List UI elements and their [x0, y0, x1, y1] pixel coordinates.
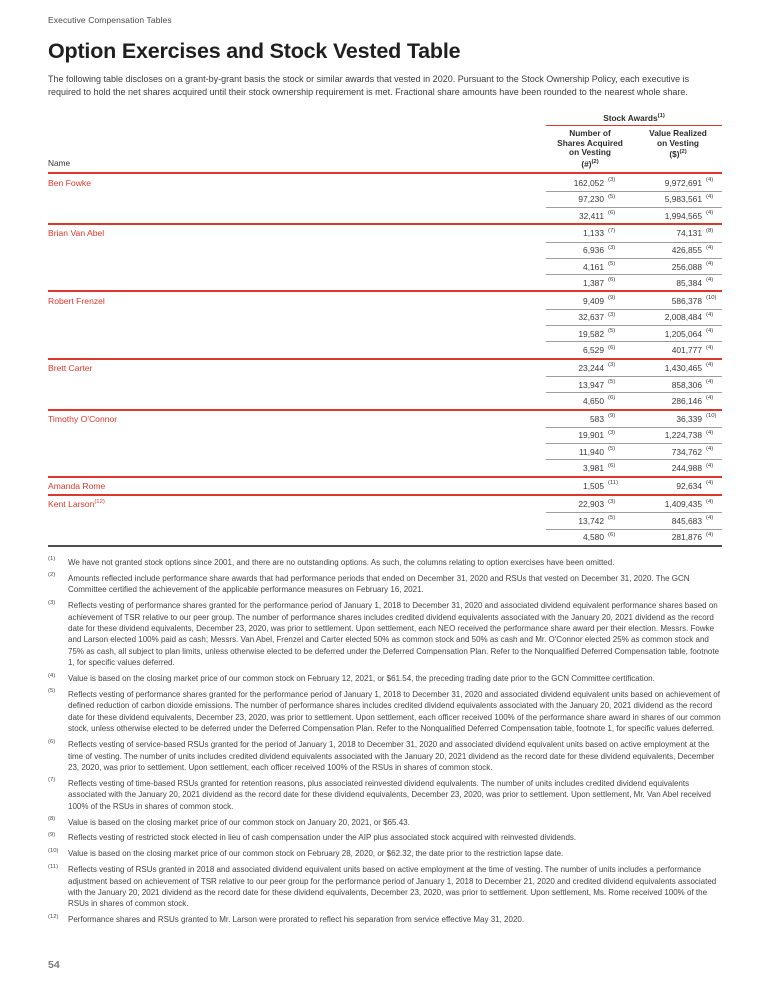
footnote — [48, 573, 722, 596]
shares-cell — [546, 444, 634, 459]
footnote-marker: (3) — [48, 599, 56, 606]
table-row — [48, 242, 722, 258]
executive-name-text: Kent Larson — [48, 499, 95, 510]
row-values — [546, 207, 722, 223]
header-line: Number of — [569, 127, 611, 138]
footnote-ref: (4) — [706, 193, 714, 200]
table-row — [48, 392, 722, 408]
header-line: on Vesting — [569, 147, 611, 158]
value-cell — [634, 411, 722, 427]
value-value: 734,762 — [671, 446, 702, 457]
table-row — [48, 529, 722, 545]
footnote-ref: (5) — [608, 379, 616, 386]
footnote-marker: (11) — [48, 863, 59, 870]
shares-cell — [546, 174, 634, 190]
shares-value: 9,409 — [583, 295, 604, 306]
row-values — [546, 512, 722, 528]
footnote-ref: (4) — [706, 429, 714, 436]
footnote-text: We have not granted stock options since 2001, and there are no outstanding options. As such, the columns relating to option exercises have been omitted. — [68, 557, 615, 567]
value-value: 586,378 — [671, 295, 702, 306]
footnote-ref: (4) — [706, 515, 714, 522]
shares-value: 1,505 — [583, 480, 604, 491]
table-row — [48, 427, 722, 443]
footnote-text: Reflects vesting of performance shares granted for the performance period of January 1, 2018 to December 31, 2020 and associated dividend equivalent performance shares based on achievement of TSR relative to our peer group. The number of performance shares includes credited dividend equivalents associated with the January 20, 2021 dividend as the record date for these dividend equivalents, December 23, 2020, was prior to settlement. Upon settlement, each NEO received the performance share award per their election. Messrs. Fowke and Larson elected 100% paid as cash; Messrs. Van Abel, Frenzel and Carter elected 50% as common stock and 50% as cash and Mr. O'Connor elected 25% as common stock and 75% as cash, all subject to plan limits, unless otherwise elected to be deferred under the Deferred Compensation Plan. Refer to the Nonqualified Deferred Compensation table, footnote 1, for specific values deferred. — [68, 601, 720, 668]
shares-cell — [546, 243, 634, 258]
footnote-text: Amounts reflected include performance share awards that had performance periods that ended on December 31, 2020 and RSUs that vested on December 31, 2020. The GCN Committee certified the achievement of the applicable performance measures on February 16, 2021. — [68, 573, 690, 595]
executive-name-text: Brett Carter — [48, 362, 93, 373]
executive-name — [48, 414, 546, 424]
value-cell — [634, 174, 722, 190]
shares-cell — [546, 530, 634, 545]
row-values — [546, 427, 722, 443]
value-value: 36,339 — [676, 413, 702, 424]
footnote-ref: (4) — [706, 446, 714, 453]
footnote-ref: (6) — [608, 395, 616, 402]
header-unit: ($) — [669, 148, 680, 159]
footnote-ref: (4) — [706, 498, 714, 505]
shares-cell — [546, 496, 634, 512]
shares-value: 11,940 — [579, 446, 604, 457]
value-cell — [634, 444, 722, 459]
footnote-text: Reflects vesting of performance shares granted for the performance period of January 1, 2018 to December 31, 2020 and associated dividend equivalent units based on achievement of defined reduction of carbon dioxide emissions. The number of performance shares includes credited dividend equivalents associated with the January 20, 2021 dividend as the record date for these dividend equivalents, December 23, 2020, was prior to settlement. Upon settlement, each officer received 100% of the performance share award in shares of our common stock, unless otherwise elected to be deferred under the Deferred Compensation Plan. Refer to the Nonqualified Deferred Compensation table, footnote 1, for specific values deferred. — [68, 689, 721, 734]
footnote-text: Reflects vesting of restricted stock elected in lieu of cash compensation under the AIP plus associated stock acquired with reinvested dividends. — [68, 833, 577, 843]
executive-name-text: Timothy O'Connor — [48, 413, 118, 424]
row-values — [546, 225, 722, 241]
footnote-marker: (10) — [48, 847, 59, 854]
footnote-marker: (7) — [48, 777, 56, 784]
footnote-marker: (5) — [48, 688, 56, 695]
executive-name — [48, 499, 546, 509]
shares-value: 22,903 — [578, 499, 604, 510]
footnote-ref: (3) — [608, 177, 616, 184]
row-values — [546, 309, 722, 325]
footnote-text: Reflects vesting of service-based RSUs granted for the period of January 1, 2018 to December 31, 2020 and associated dividend equivalent units based on active employment at the time of vesting. The number of units includes credited dividend equivalents associated with the January 20, 2021 dividend as the record date for these dividend equivalents, December 23, 2020, was prior to settlement. Upon settlement, each officer received 100% of the RSUs in shares of common stock. — [68, 740, 715, 772]
span-header-stock-awards — [546, 113, 722, 126]
footnote-ref: (4) — [706, 210, 714, 217]
table-row — [48, 191, 722, 207]
shares-value: 32,637 — [578, 312, 604, 323]
shares-value: 6,936 — [583, 245, 604, 256]
value-value: 1,994,565 — [664, 210, 702, 221]
table-span-header-row — [48, 113, 722, 126]
header-unit: (#) — [581, 158, 592, 169]
footnote-ref: (4) — [706, 480, 714, 487]
table-row — [48, 376, 722, 392]
shares-cell — [546, 225, 634, 241]
footnote-ref: (4) — [706, 244, 714, 251]
footnote-marker: (2) — [48, 572, 56, 579]
shares-cell — [546, 192, 634, 207]
footnote-ref: (4) — [706, 277, 714, 284]
table-row — [48, 258, 722, 274]
footnote-ref: (4) — [706, 177, 714, 184]
executive-name — [48, 228, 546, 238]
footnote — [48, 600, 722, 668]
table-row — [48, 174, 722, 190]
shares-value: 3,981 — [583, 463, 604, 474]
value-cell — [634, 275, 722, 290]
value-cell — [634, 428, 722, 443]
value-cell — [634, 360, 722, 376]
shares-value: 19,901 — [578, 430, 604, 441]
footnote — [48, 673, 722, 684]
footnote-ref: (6) — [608, 210, 616, 217]
table-row — [48, 341, 722, 357]
shares-cell — [546, 513, 634, 528]
footnote — [48, 848, 722, 859]
table-row — [48, 207, 722, 223]
header-line: on Vesting — [657, 137, 699, 148]
value-cell — [634, 393, 722, 408]
footnote — [48, 778, 722, 812]
row-values — [546, 496, 722, 512]
shares-cell — [546, 208, 634, 223]
table-row — [48, 459, 722, 475]
footnote-ref: (4) — [706, 531, 714, 538]
footnote-ref: (3) — [608, 498, 616, 505]
footnote-ref: (5) — [608, 446, 616, 453]
footnote — [48, 914, 722, 925]
executive-name — [48, 363, 546, 373]
footnote-marker: (9) — [48, 831, 56, 838]
footnote-ref: (4) — [706, 462, 714, 469]
footnote — [48, 739, 722, 773]
footnote-ref: (3) — [608, 429, 616, 436]
value-cell — [634, 225, 722, 241]
footnote-text: Reflects vesting of time-based RSUs granted for retention reasons, plus associated reinvested dividend equivalents. The number of units includes credited dividend equivalents associated with the January 20, 2021 dividend as the record date for these dividend equivalents, December 23, 2020, was prior to settlement. Upon settlement, Mr. Van Abel received 100% of the RSUs in shares of common stock. — [68, 778, 711, 811]
value-cell — [634, 292, 722, 308]
shares-cell — [546, 460, 634, 475]
header-line: Shares Acquired — [557, 137, 623, 148]
footnote-ref: (4) — [706, 395, 714, 402]
row-values — [546, 478, 722, 494]
footnote — [48, 557, 722, 568]
footnote — [48, 832, 722, 843]
row-values — [546, 191, 722, 207]
footnote-ref: (11) — [608, 480, 619, 487]
row-values — [546, 459, 722, 475]
footnote — [48, 689, 722, 735]
footnote-ref: (10) — [706, 413, 717, 420]
shares-value: 13,947 — [578, 379, 604, 390]
footnote-ref: (12) — [94, 499, 105, 506]
breadcrumb: Executive Compensation Tables — [48, 15, 172, 25]
intro-paragraph: The following table discloses on a grant-by-grant basis the stock or similar awards that vested in 2020. Pursuant to the Stock Ownership Policy, each executive is required to hold the net shares acquired until their stock ownership requirement is met. Fractional share amounts have been rounded to the nearest whole share. — [48, 74, 690, 98]
row-values — [546, 325, 722, 341]
footnote-ref: (9) — [608, 295, 616, 302]
footnote-ref: (6) — [608, 277, 616, 284]
footnote-ref: (4) — [706, 362, 714, 369]
value-cell — [634, 342, 722, 357]
footnote-ref: (4) — [706, 311, 714, 318]
value-value: 2,008,484 — [664, 312, 702, 323]
shares-value: 4,650 — [583, 395, 604, 406]
footnote-marker: (6) — [48, 738, 56, 745]
value-cell — [634, 192, 722, 207]
value-value: 1,430,465 — [664, 362, 702, 373]
footnote-ref: (5) — [608, 328, 616, 335]
row-values — [546, 376, 722, 392]
footnote-ref: (4) — [706, 344, 714, 351]
shares-value: 6,529 — [583, 345, 604, 355]
stock-awards-table — [48, 113, 722, 547]
footnotes-section — [48, 557, 722, 926]
value-value: 9,972,691 — [664, 177, 702, 188]
footnote-ref: (6) — [608, 462, 616, 469]
footnote-ref: (5) — [608, 193, 616, 200]
footnote-ref: (5) — [608, 261, 616, 268]
row-values — [546, 242, 722, 258]
row-values — [546, 411, 722, 427]
footnote-ref: (6) — [608, 531, 616, 538]
footnote-ref: (4) — [706, 379, 714, 386]
value-value: 256,088 — [671, 261, 702, 272]
footnote-ref: (2) — [679, 149, 687, 156]
footnote-marker: (1) — [48, 556, 56, 563]
shares-value: 19,582 — [578, 328, 604, 339]
value-value: 5,983,561 — [664, 194, 702, 205]
shares-value: 1,133 — [583, 228, 604, 239]
footnote-text: Value is based on the closing market price of our common stock on February 12, 2021, or $61.54, the preceding trading date prior to the GCN Committee certification. — [68, 674, 655, 684]
footnote-text: Value is based on the closing market price of our common stock on February 28, 2020, or $62.32, the date prior to the restriction lapse date. — [68, 849, 564, 859]
footnote-ref: (7) — [608, 227, 616, 234]
value-value: 426,855 — [671, 245, 702, 256]
footnote-ref: (1) — [657, 113, 665, 120]
footnote-text: Value is based on the closing market price of our common stock on January 20, 2021, or $65.43. — [68, 817, 410, 827]
value-value: 244,988 — [671, 463, 702, 474]
table-row — [48, 309, 722, 325]
row-values — [546, 443, 722, 459]
value-cell — [634, 208, 722, 223]
executive-name-text: Ben Fowke — [48, 177, 91, 188]
footnote-ref: (4) — [706, 328, 714, 335]
shares-cell — [546, 292, 634, 308]
shares-cell — [546, 393, 634, 408]
shares-value: 1,387 — [583, 277, 604, 288]
row-values — [546, 360, 722, 376]
row-values — [546, 174, 722, 190]
table-column-header-row — [48, 129, 722, 170]
header-line: Value Realized — [649, 127, 707, 138]
row-values — [546, 392, 722, 408]
table-row — [48, 292, 722, 308]
shares-cell — [546, 428, 634, 443]
value-value: 74,131 — [676, 228, 702, 239]
row-values — [546, 258, 722, 274]
table-row — [48, 274, 722, 290]
executive-name — [48, 481, 546, 491]
footnote-marker: (8) — [48, 816, 56, 823]
column-header-value — [634, 129, 722, 170]
shares-value: 4,580 — [583, 532, 604, 543]
column-header-name: Name — [48, 158, 71, 169]
span-header-text: Stock Awards — [603, 112, 658, 123]
value-value: 1,409,435 — [664, 499, 702, 510]
footnote-marker: (12) — [48, 913, 59, 920]
shares-cell — [546, 478, 634, 494]
value-value: 281,876 — [671, 532, 702, 543]
shares-cell — [546, 275, 634, 290]
shares-cell — [546, 377, 634, 392]
value-cell — [634, 530, 722, 545]
page-title: Option Exercises and Stock Vested Table — [48, 39, 461, 63]
value-value: 1,205,064 — [664, 328, 702, 339]
value-cell — [634, 513, 722, 528]
column-headers-numeric — [546, 129, 722, 170]
shares-cell — [546, 326, 634, 341]
value-cell — [634, 460, 722, 475]
table-row — [48, 478, 722, 494]
page-number: 54 — [48, 959, 60, 971]
table-row — [48, 325, 722, 341]
value-cell — [634, 377, 722, 392]
footnote-ref: (3) — [608, 244, 616, 251]
shares-value: 32,411 — [579, 210, 604, 221]
executive-name-text: Brian Van Abel — [48, 228, 105, 239]
executive-name — [48, 178, 546, 188]
table-body — [48, 174, 722, 547]
value-value: 845,683 — [671, 515, 702, 526]
footnote-ref: (5) — [608, 515, 616, 522]
value-value: 401,777 — [671, 345, 702, 355]
footnote-ref: (10) — [706, 295, 717, 302]
shares-cell — [546, 342, 634, 357]
footnote-text: Performance shares and RSUs granted to Mr. Larson were prorated to reflect his separation from service effective May 31, 2020. — [68, 915, 525, 925]
value-cell — [634, 310, 722, 325]
value-value: 85,384 — [676, 277, 702, 288]
table-row — [48, 443, 722, 459]
table-row — [48, 496, 722, 512]
column-header-shares — [546, 129, 634, 170]
value-value: 286,146 — [671, 395, 702, 406]
value-cell — [634, 243, 722, 258]
value-value: 858,306 — [671, 379, 702, 390]
shares-cell — [546, 310, 634, 325]
executive-name-text: Amanda Rome — [48, 480, 106, 491]
value-cell — [634, 496, 722, 512]
row-values — [546, 341, 722, 357]
shares-value: 97,230 — [578, 194, 604, 205]
shares-value: 13,742 — [578, 515, 604, 526]
footnote-ref: (3) — [608, 311, 616, 318]
value-cell — [634, 326, 722, 341]
shares-value: 162,052 — [573, 177, 604, 188]
footnote-ref: (8) — [706, 227, 714, 234]
footnote-ref: (4) — [706, 261, 714, 268]
shares-cell — [546, 411, 634, 427]
executive-name-text: Robert Frenzel — [48, 295, 105, 306]
shares-cell — [546, 360, 634, 376]
shares-value: 4,161 — [583, 261, 604, 272]
footnote-ref: (6) — [608, 344, 616, 351]
footnote-text: Reflects vesting of RSUs granted in 2018 and associated dividend equivalent units based on active employment at the time of vesting. The number of units includes a performance adjustment based on achievement of TSR relative to our peer group for the performance period of January 1, 2018 to December 21, 2020 and credited dividend equivalents associated with the January 20, 2021 dividend as the record date for these dividend equivalents, December 23, 2020, was prior to settlement. Upon settlement, Ms. Rome received 100% of the RSUs in shares of common stock. — [68, 865, 717, 909]
executive-name — [48, 296, 546, 306]
table-row — [48, 512, 722, 528]
row-values — [546, 292, 722, 308]
footnote-ref: (2) — [591, 158, 599, 165]
footnote-marker: (4) — [48, 672, 56, 679]
row-values — [546, 529, 722, 545]
footnote — [48, 864, 722, 910]
value-value: 1,224,738 — [664, 430, 702, 441]
table-end-rule — [48, 545, 722, 547]
table-row — [48, 360, 722, 376]
value-cell — [634, 478, 722, 494]
footnote — [48, 817, 722, 828]
shares-value: 23,244 — [578, 362, 604, 373]
table-row — [48, 225, 722, 241]
footnote-ref: (3) — [608, 362, 616, 369]
footnote-ref: (9) — [608, 413, 616, 420]
shares-value: 583 — [590, 413, 604, 424]
table-row — [48, 411, 722, 427]
value-cell — [634, 259, 722, 274]
shares-cell — [546, 259, 634, 274]
row-values — [546, 274, 722, 290]
value-value: 92,634 — [676, 480, 702, 491]
